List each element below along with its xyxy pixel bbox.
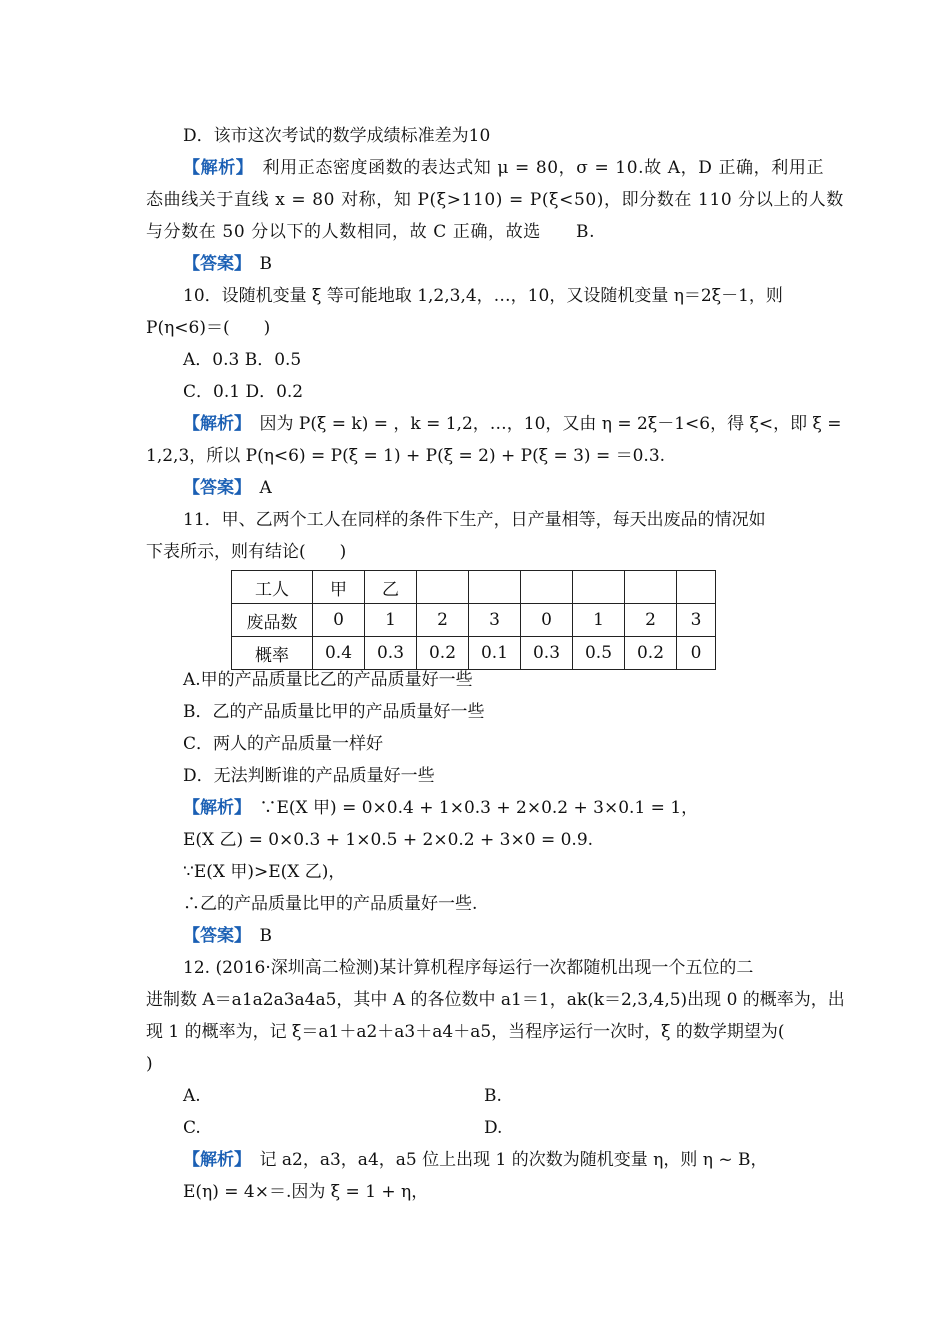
table-cell [625,571,677,604]
analysis-line [183,412,842,436]
table-cell: 0 [677,637,716,670]
table-cell: 0 [313,604,365,637]
table-cell: 1 [365,604,417,637]
table-cell: 0.3 [365,637,417,670]
table-cell [469,571,521,604]
table-cell: 乙 [365,571,417,604]
table-cell: 甲 [313,571,365,604]
text-line: P(η<6)＝( ) [146,318,271,338]
table-cell [677,571,716,604]
analysis-tag: 【解析】 [183,414,243,434]
table-cell: 0 [521,604,573,637]
text-line: E(η) = 4×＝.因为 ξ = 1 + η， [183,1182,429,1202]
text-line: 态曲线关于直线 x = 80 对称，知 P(ξ>110) = P(ξ<50)，即分数在 110 分以上的人数 [146,190,844,210]
table-cell: 1 [573,604,625,637]
text-line: ∴乙的产品质量比甲的产品质量好一些. [183,894,478,914]
table-cell: 2 [417,604,469,637]
option-a-text: A.甲的产品质量比乙的产品质量好一些 [183,670,473,690]
question-10: 10．设随机变量 ξ 等可能地取 1,2,3,4，…，10，又设随机变量 η＝2ξ－1，则 [183,286,783,306]
analysis-line [183,1148,767,1172]
text-line: 与分数在 50 分以下的人数相同，故 C 正确，故选 B. [146,222,596,242]
answer-line [183,924,272,948]
defect-table [231,570,716,670]
table-cell [521,571,573,604]
table-cell: 0.2 [625,637,677,670]
analysis-text: 因为 P(ξ = k) = ，k = 1,2，…，10，又由 η = 2ξ－1<6，得 ξ<，即 ξ = [259,414,842,434]
analysis-text: 利用正态密度函数的表达式知 μ = 80，σ = 10.故 A，D 正确，利用正 [262,158,825,178]
table-cell: 0.2 [417,637,469,670]
text-line: 下表所示，则有结论( ) [146,542,347,562]
table-cell: 概率 [232,637,313,670]
text-line: ∵E(X 甲)>E(X 乙)， [183,862,346,882]
answer-value: B [259,254,272,274]
answer-tag: 【答案】 [183,926,243,946]
analysis-line [183,156,824,180]
table-cell: 0.3 [521,637,573,670]
option-a: A. [183,1086,201,1106]
option-b-text: B．乙的产品质量比甲的产品质量好一些 [183,702,485,722]
text-line: 1,2,3，所以 P(η<6) = P(ξ = 1) + P(ξ = 2) + P(ξ = 3) = ＝0.3. [146,446,666,466]
analysis-tag: 【解析】 [183,1150,243,1170]
table-cell [573,571,625,604]
option-c-text: C．两人的产品质量一样好 [183,734,384,754]
table-cell: 3 [677,604,716,637]
answer-tag: 【答案】 [183,254,243,274]
text-line: 现 1 的概率为，记 ξ＝a1＋a2＋a3＋a4＋a5，当程序运行一次时，ξ 的数学期望为( [146,1022,785,1042]
answer-line [183,252,272,276]
options-line: C．0.1 D．0.2 [183,382,304,402]
table-cell: 0.4 [313,637,365,670]
analysis-text: 记 a2，a3，a4，a5 位上出现 1 的次数为随机变量 η，则 η ~ B， [259,1150,768,1170]
analysis-line [183,796,698,820]
table-cell: 工人 [232,571,313,604]
answer-line [183,476,272,500]
analysis-tag: 【解析】 [183,158,245,178]
answer-value: A [259,478,272,498]
option-c: C. [183,1118,201,1138]
table-cell: 3 [469,604,521,637]
option-d-text: D．无法判断谁的产品质量好一些 [183,766,435,786]
option-d-text: D．该市这次考试的数学成绩标准差为10 [183,126,491,146]
table-cell: 0.1 [469,637,521,670]
option-d: D. [484,1118,503,1138]
table-row [232,637,716,670]
answer-value: B [259,926,272,946]
text-line: ) [146,1054,153,1074]
analysis-text: ∵E(X 甲) = 0×0.4 + 1×0.3 + 2×0.2 + 3×0.1 = 1， [259,798,699,818]
table-cell: 0.5 [573,637,625,670]
table-cell: 2 [625,604,677,637]
text-line: 进制数 A＝a1a2a3a4a5，其中 A 的各位数中 a1＝1，ak(k＝2,3,4,5)出现 0 的概率为，出 [146,990,845,1010]
table-row [232,571,716,604]
table-cell: 废品数 [232,604,313,637]
option-b: B. [484,1086,502,1106]
question-12: 12. (2016·深圳高二检测)某计算机程序每运行一次都随机出现一个五位的二 [183,958,754,978]
table-cell [417,571,469,604]
text-line: E(X 乙) = 0×0.3 + 1×0.5 + 2×0.2 + 3×0 = 0.9. [183,830,594,850]
table-row [232,604,716,637]
question-11: 11．甲、乙两个工人在同样的条件下生产，日产量相等，每天出废品的情况如 [183,510,766,530]
analysis-tag: 【解析】 [183,798,243,818]
options-line: A．0.3 B．0.5 [183,350,302,370]
answer-tag: 【答案】 [183,478,243,498]
